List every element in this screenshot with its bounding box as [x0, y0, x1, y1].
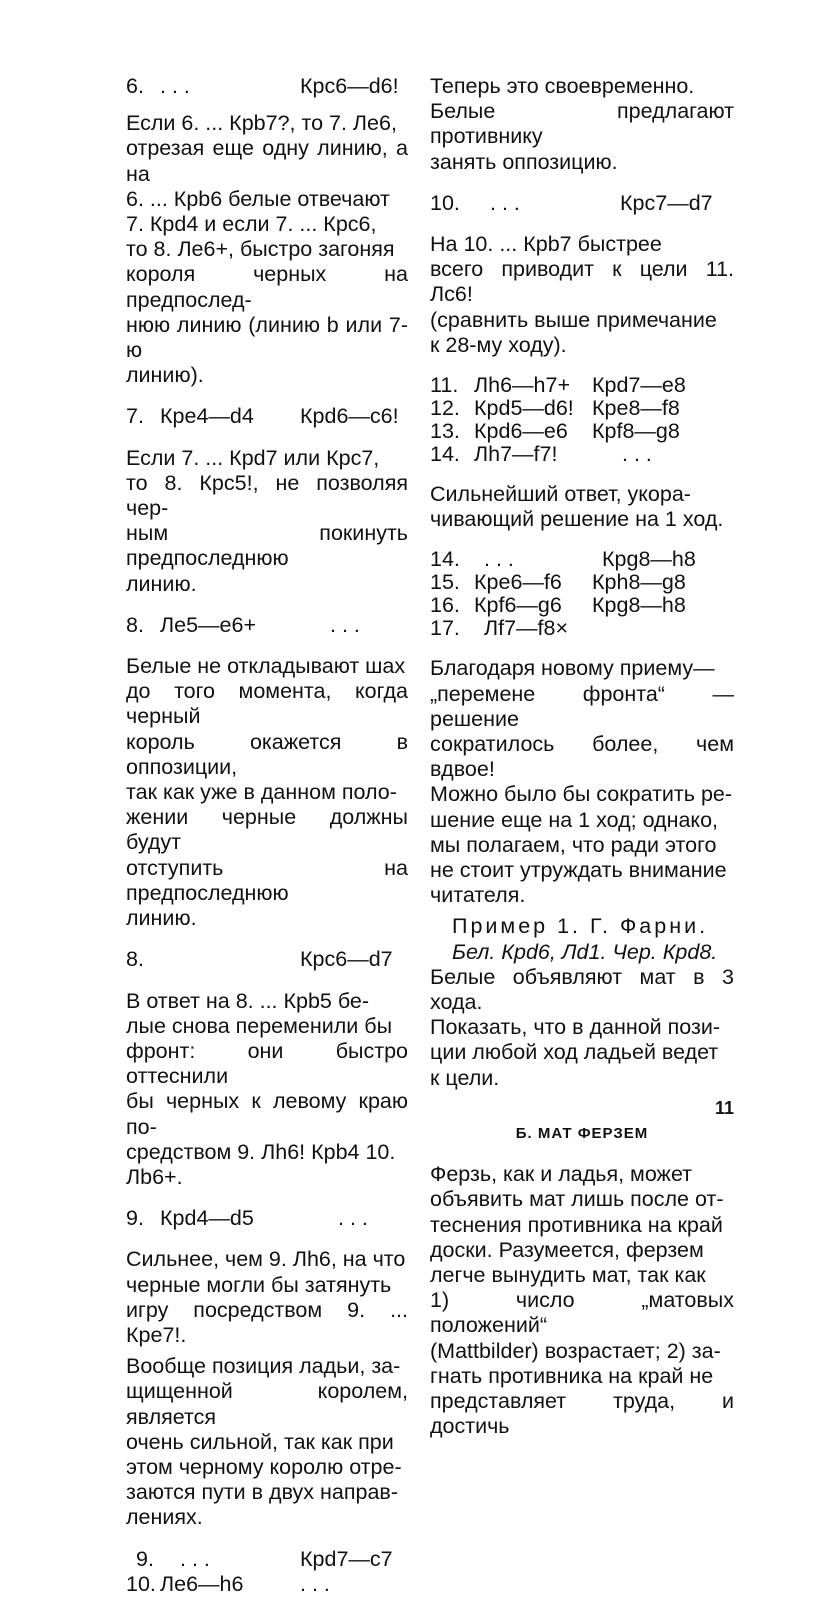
text-line: лые снова переменили бы [126, 1013, 393, 1038]
text-line: черные могли бы затянуть [126, 1272, 392, 1297]
move-row [430, 443, 734, 466]
text-line: 6. ... Крb6 белые отвечают [126, 186, 390, 211]
black-move: Кре8—f8 [592, 396, 680, 421]
text-line: мы полагаем, что ради этого [430, 832, 717, 857]
move-dots: . . . [338, 1206, 368, 1231]
text-line: Сильнейший ответ, укора- [430, 482, 691, 507]
text-line: Белые объявляют мат в 3 хода. [430, 964, 734, 1015]
text-line: так как уже в данном поло- [126, 780, 397, 805]
text-line: бы черных к левому краю по- [126, 1089, 408, 1139]
text-line: Благодаря новому приему— [430, 656, 715, 681]
text-line: нюю линию (линию b или 7-ю [126, 312, 408, 363]
white-move: Лh7—f7! [474, 442, 558, 467]
text-line: ным покинуть предпоследнюю [126, 521, 408, 571]
text-line: Теперь это своевременно. [430, 74, 695, 98]
black-move: Крd7—c7 [300, 1546, 393, 1571]
text-line: не стоит утруждать внимание [430, 858, 727, 883]
section-heading: Б. МАТ ФЕРЗЕМ [515, 1124, 649, 1142]
text-line: (Mattbilder) возрастает; 2) за- [430, 1338, 721, 1363]
text-line: Если 7. ... Крd7 или Крс7, [126, 445, 380, 470]
move-row [430, 397, 734, 420]
text-line: к цели. [430, 1065, 500, 1090]
move-line-6 [126, 74, 408, 99]
move-number: 10. [126, 1571, 156, 1596]
move-line-8-black [126, 947, 408, 972]
text-line: заются пути в двух направ- [126, 1480, 398, 1505]
white-move: Кре4—d4 [160, 404, 254, 429]
example-paragraph [430, 965, 734, 1091]
text-line: шение еще на 1 ход; однако, [430, 807, 719, 832]
text-line: гнать противника на край не [430, 1363, 714, 1388]
text-line: Можно было бы сократить ре- [430, 782, 733, 807]
move-row [430, 617, 734, 640]
text-line: 1) число „матовых положений“ [430, 1288, 734, 1338]
text-line: Ферзь, как и ладья, может [430, 1162, 693, 1187]
text-line: Если 6. ... Крb7?, то 7. Лe6, [126, 111, 397, 136]
move-dots: . . . [622, 442, 652, 467]
text-line: „перемене фронта“ —решение [430, 681, 734, 731]
note-paragraph-9 [430, 656, 734, 908]
move-number: 10. [430, 190, 460, 215]
text-line: фронт: они быстро оттеснили [126, 1038, 408, 1089]
move-line-7 [126, 404, 408, 429]
move-row [430, 594, 734, 617]
text-line: читателя. [430, 883, 526, 908]
move-number: 8. [126, 947, 144, 972]
black-move: Крс7—d7 [620, 190, 713, 215]
white-move: Лe6—h6 [160, 1571, 244, 1596]
move-number: 14. [430, 442, 460, 467]
white-move: Крf6—g6 [474, 593, 562, 618]
move-number: 12. [430, 396, 460, 421]
text-line: объявить мат лишь после от- [430, 1187, 724, 1212]
text-line: 7. Крd4 и если 7. ... Крс6, [126, 212, 377, 237]
black-move: Крс6—d6! [300, 74, 399, 98]
black-move: Крd7—e8 [592, 373, 686, 398]
move-dots: . . . [180, 1546, 210, 1571]
text-line: На 10. ... Крb7 быстрее [430, 232, 662, 257]
move-dots: . . . [490, 190, 520, 215]
text-line: Лb6+. [126, 1164, 183, 1189]
note-paragraph-6 [126, 1354, 408, 1530]
move-dots: . . . [300, 1571, 330, 1596]
white-move: Лf7—f8× [484, 616, 569, 641]
text-line: лениях. [126, 1505, 203, 1530]
text-line: сократилось более, чем вдвое! [430, 732, 734, 782]
intro-paragraph [430, 74, 734, 175]
text-line: доски. Разумеется, ферзем [430, 1237, 704, 1262]
example-position: Бел. Крd6, Лd1. Чер. Крd8. [452, 939, 718, 964]
black-move: Крf8—g8 [592, 419, 680, 444]
black-move: Крd6—c6! [300, 404, 399, 429]
move-row [430, 548, 734, 571]
move-row [430, 571, 734, 594]
text-line: короля черных на предпослед- [126, 262, 408, 312]
text-line: игру посредством 9. ... Кре7!. [126, 1297, 408, 1347]
left-column [126, 74, 408, 1597]
move-number: 14. [430, 547, 460, 572]
move-dots: . . . [330, 612, 360, 637]
move-line-8 [126, 613, 408, 638]
move-number: 16. [430, 593, 460, 618]
text-line: до того момента, когда черный [126, 679, 408, 729]
move-line-9-black [126, 1547, 408, 1572]
text-line: средством 9. Лh6! Крb4 10. [126, 1139, 396, 1164]
text-line: чивающий решение на 1 ход. [430, 507, 724, 532]
note-paragraph-5 [126, 1247, 408, 1348]
text-line: щищенной королем, является [126, 1379, 408, 1429]
move-line-10-black [430, 191, 734, 216]
note-paragraph-2 [126, 446, 408, 597]
text-line: король окажется в оппозиции, [126, 729, 408, 779]
text-line: то 8. Крс5!, не позволяя чер- [126, 470, 408, 521]
text-line: линию. [126, 571, 197, 596]
white-move: Крd5—d6! [474, 396, 574, 421]
text-line: к 28-му ходу). [430, 332, 567, 357]
text-line: Показать, что в данной пози- [430, 1015, 721, 1040]
white-move: Лe5—e6+ [160, 612, 256, 637]
move-line-10 [126, 1572, 408, 1597]
text-line: ции любой ход ладьей ведет [430, 1040, 719, 1065]
text-line: то 8. Лe6+, быстро загоняя [126, 237, 395, 262]
move-number: 6. [126, 74, 144, 98]
text-line: линию. [126, 906, 197, 931]
move-number: 13. [430, 419, 460, 444]
text-line: жении черные должны будут [126, 805, 408, 855]
white-move: Крd4—d5 [160, 1206, 254, 1231]
note-paragraph-1 [126, 111, 408, 388]
moves-block-1 [430, 374, 734, 466]
black-move: Крh8—g8 [592, 570, 686, 595]
black-move: Крс6—d7 [300, 947, 393, 972]
text-line: линию). [126, 363, 204, 388]
text-line: В ответ на 8. ... Крb5 бе- [126, 988, 370, 1013]
move-dots: . . . [484, 547, 514, 572]
text-line: отступить на предпоследнюю [126, 855, 408, 905]
text-line: Белые предлагают противнику [430, 99, 734, 149]
move-number: 7. [126, 404, 144, 429]
text-line: Вообще позиция ладьи, за- [126, 1354, 401, 1379]
move-number: 8. [126, 612, 144, 637]
text-line: этом черному королю отре- [126, 1454, 402, 1479]
note-paragraph-8 [430, 482, 734, 532]
note-paragraph-3 [126, 654, 408, 931]
move-number: 11. [430, 373, 459, 398]
text-line: Белые не откладывают шах [126, 654, 406, 679]
white-move: Лh6—h7+ [474, 373, 570, 398]
move-number: 17. [430, 616, 460, 641]
note-paragraph-7 [430, 232, 734, 358]
move-row [430, 420, 734, 443]
move-line-9 [126, 1206, 408, 1231]
text-line: (сравнить выше примечание [430, 307, 717, 332]
black-move: Крg8—h8 [602, 547, 696, 572]
move-dots: . . . [160, 74, 190, 98]
text-line: всего приводит к цели 11. Лс6! [430, 257, 734, 307]
text-line: легче вынудить мат, так как [430, 1262, 706, 1287]
page-number: 11 [714, 1098, 734, 1118]
text-line: представляет труда, и достичь [430, 1388, 734, 1439]
example-title: Пример 1. Г. Фарни. [452, 914, 709, 939]
white-move: Крd6—e6 [474, 419, 568, 444]
section-paragraph [430, 1162, 734, 1439]
move-number: 9. [136, 1546, 154, 1571]
text-line: очень сильной, так как при [126, 1429, 394, 1454]
move-row [430, 374, 734, 397]
text-line: Сильнее, чем 9. Лh6, на что [126, 1247, 406, 1272]
text-line: занять оппозицию. [430, 149, 618, 174]
note-paragraph-4 [126, 989, 408, 1191]
white-move: Кре6—f6 [474, 570, 562, 595]
text-line: отрезая еще одну линию, а на [126, 136, 408, 186]
move-number: 15. [430, 570, 460, 595]
move-number: 9. [126, 1206, 144, 1231]
text-line: теснения противника на край [430, 1212, 723, 1237]
right-column [430, 74, 734, 1439]
black-move: Крg8—h8 [592, 593, 686, 618]
moves-block-2 [430, 548, 734, 640]
